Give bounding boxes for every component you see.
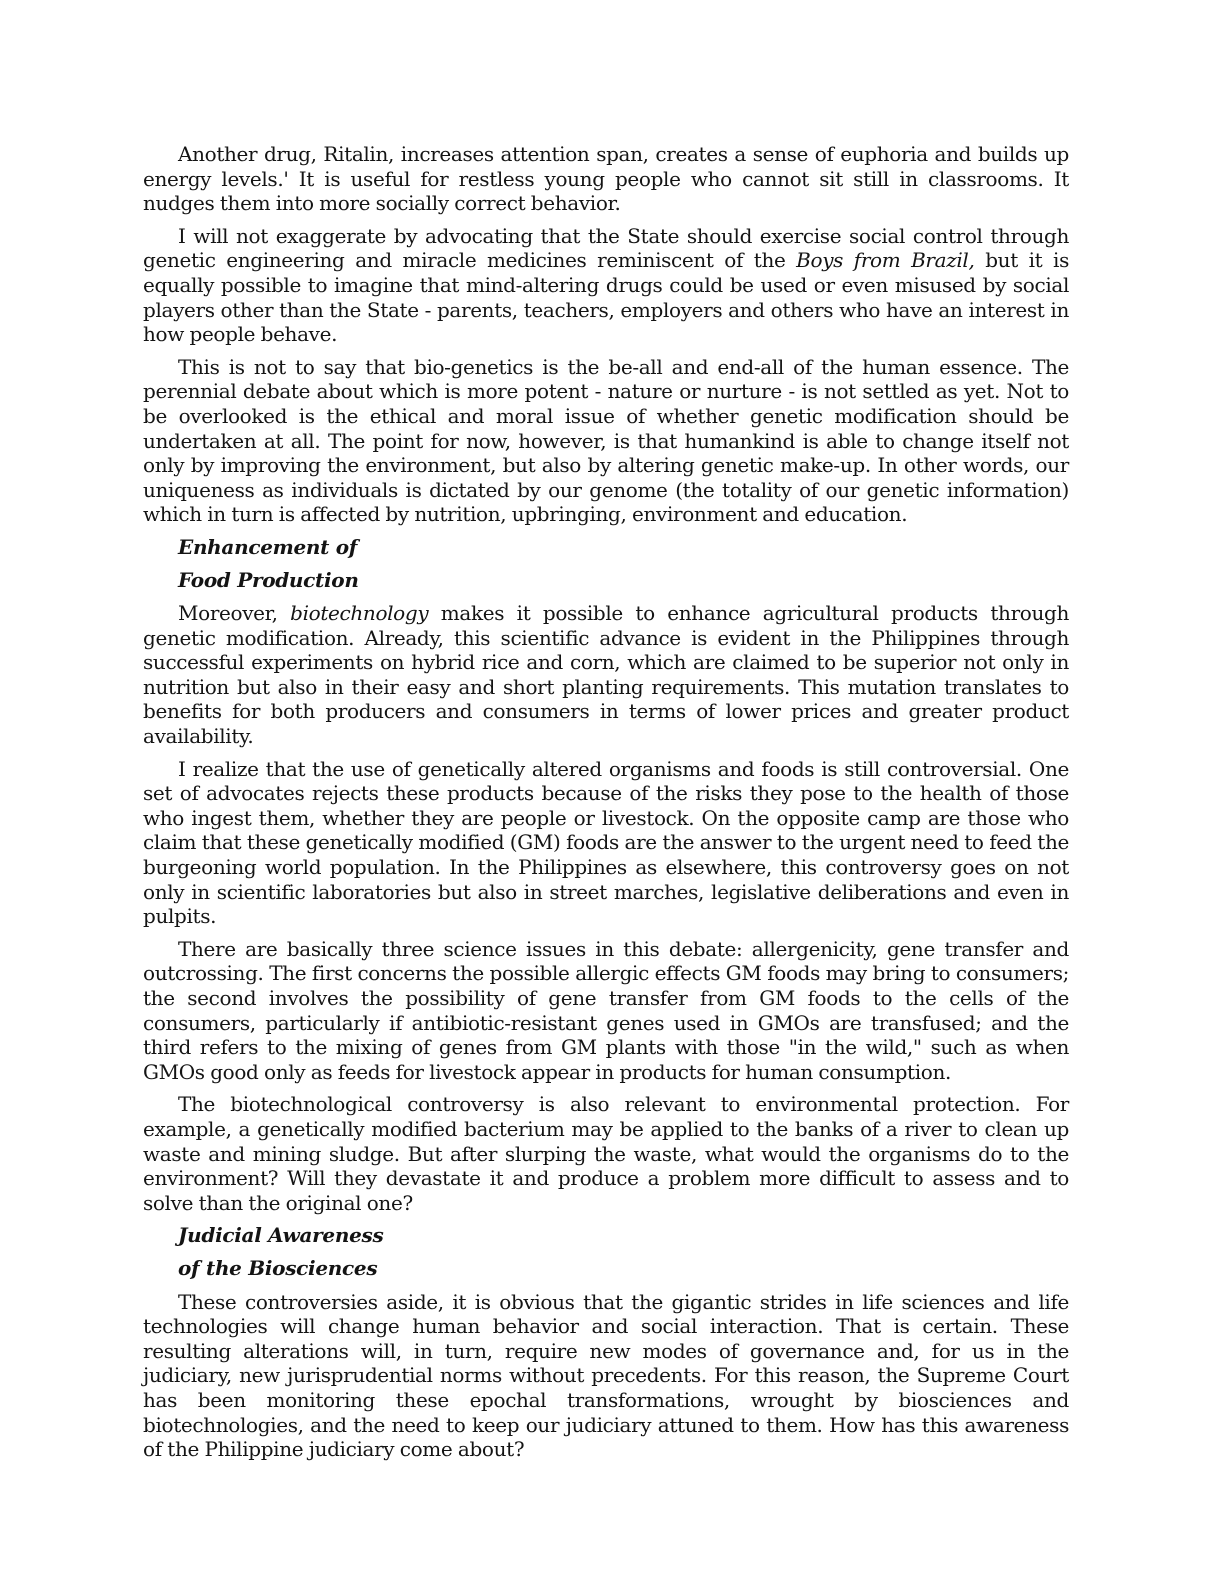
section-heading-line: Enhancement of: [178, 534, 358, 559]
paragraph-bio-genetics: This is not to say that bio-genetics is the be-all and end-all of the human essence. The perennial debate about which is more potent - nature or nurture - is not settled as yet. Not to be overlooked is the ethical and moral issue of whether genetic modification should be undertaken at all. The point for now, however, is that humankind is able to change itself not only by improving the environment, but also by altering genetic make-up. In other words, our uniqueness as individuals is dictated by our genome (the totality of our genetic information) which in turn is affected by nutrition, upbringing, environment and education.: [143, 354, 1069, 527]
paragraph-environment: The biotechnological controversy is also relevant to environmental protection. For example, a genetically modified bacterium may be applied to the banks of a river to clean up waste and mining sludge. But after slurping the waste, what would the organisms do to the environment? Will they devastate it and produce a problem more difficult to assess and to solve than the original one?: [143, 1092, 1069, 1215]
paragraph-text: I will not exaggerate by advocating that the State should exercise social control through genetic engineering and miracle medicines reminiscent of the: [143, 223, 1069, 273]
section-judicial-awareness: [143, 1223, 1069, 1461]
paragraph-science-issues: There are basically three science issues in this debate: allergenicity, gene transfer and outcrossing. The first concerns the possible allergic effects GM foods may bring to consumers; the second involves the possibility of gene transfer from GM foods to the cells of the consumers, particularly if antibiotic-resistant genes used in GMOs are transfused; and the third refers to the mixing of genes from GM plants with those "in the wild," such as when GMOs good only as feeds for livestock appear in products for human consumption.: [143, 936, 1069, 1084]
section-heading-line: Food Production: [178, 568, 359, 592]
paragraph-state-control: [143, 224, 1069, 347]
italic-term: biotechnology: [290, 601, 429, 626]
section-heading-line: Judicial Awareness: [178, 1223, 384, 1248]
section-food-production: [143, 535, 1069, 1215]
paragraph-biotechnology: [143, 601, 1069, 749]
italic-title: Boys from Brazil,: [796, 248, 975, 273]
section-heading-line: of the Biosciences: [178, 1256, 378, 1281]
paragraph-text: Moreover,: [178, 601, 291, 626]
paragraph-text: makes it possible to enhance agricultural products through genetic modification. Already, this scientific advance is evident in the Philippines through successful experiments on hybrid rice and corn, which are claimed to be superior not only in nutrition but also in their easy and short planting requirements. This mutation translates to benefits for both producers and consumers in terms of lower prices and greater product availability.: [143, 601, 1069, 749]
paragraph-gm-controversy: I realize that the use of genetically altered organisms and foods is still controversial. One set of advocates rejects these products because of the risks they pose to the health of those who ingest them, whether they are people or livestock. On the opposite camp are those who claim that these genetically modified (GM) foods are the answer to the urgent need to feed the burgeoning world population. In the Philippines as elsewhere, this controversy goes on not only in scientific laboratories but also in street marches, legislative deliberations and even in pulpits.: [143, 756, 1069, 929]
paragraph-ritalin: Another drug, Ritalin, increases attention span, creates a sense of euphoria and builds up energy levels.' It is useful for restless young people who cannot sit still in classrooms. It nudges them into more socially correct behavior.: [143, 142, 1069, 216]
paragraph-text: but it is equally possible to imagine that mind-altering drugs could be used or even misused by social players other than the State - parents, teachers, employers and others who have an interest in how people behave.: [143, 248, 1070, 347]
paragraph-judiciary: These controversies aside, it is obvious that the gigantic strides in life sciences and life technologies will change human behavior and social interaction. That is certain. These resulting alterations will, in turn, require new modes of governance and, for us in the judiciary, new jurisprudential norms without precedents. For this reason, the Supreme Court has been monitoring these epochal transformations, wrought by biosciences and biotechnologies, and the need to keep our judiciary attuned to them. How has this awareness of the Philippine judiciary come about?: [143, 1289, 1069, 1462]
document-page: [143, 142, 1069, 1470]
